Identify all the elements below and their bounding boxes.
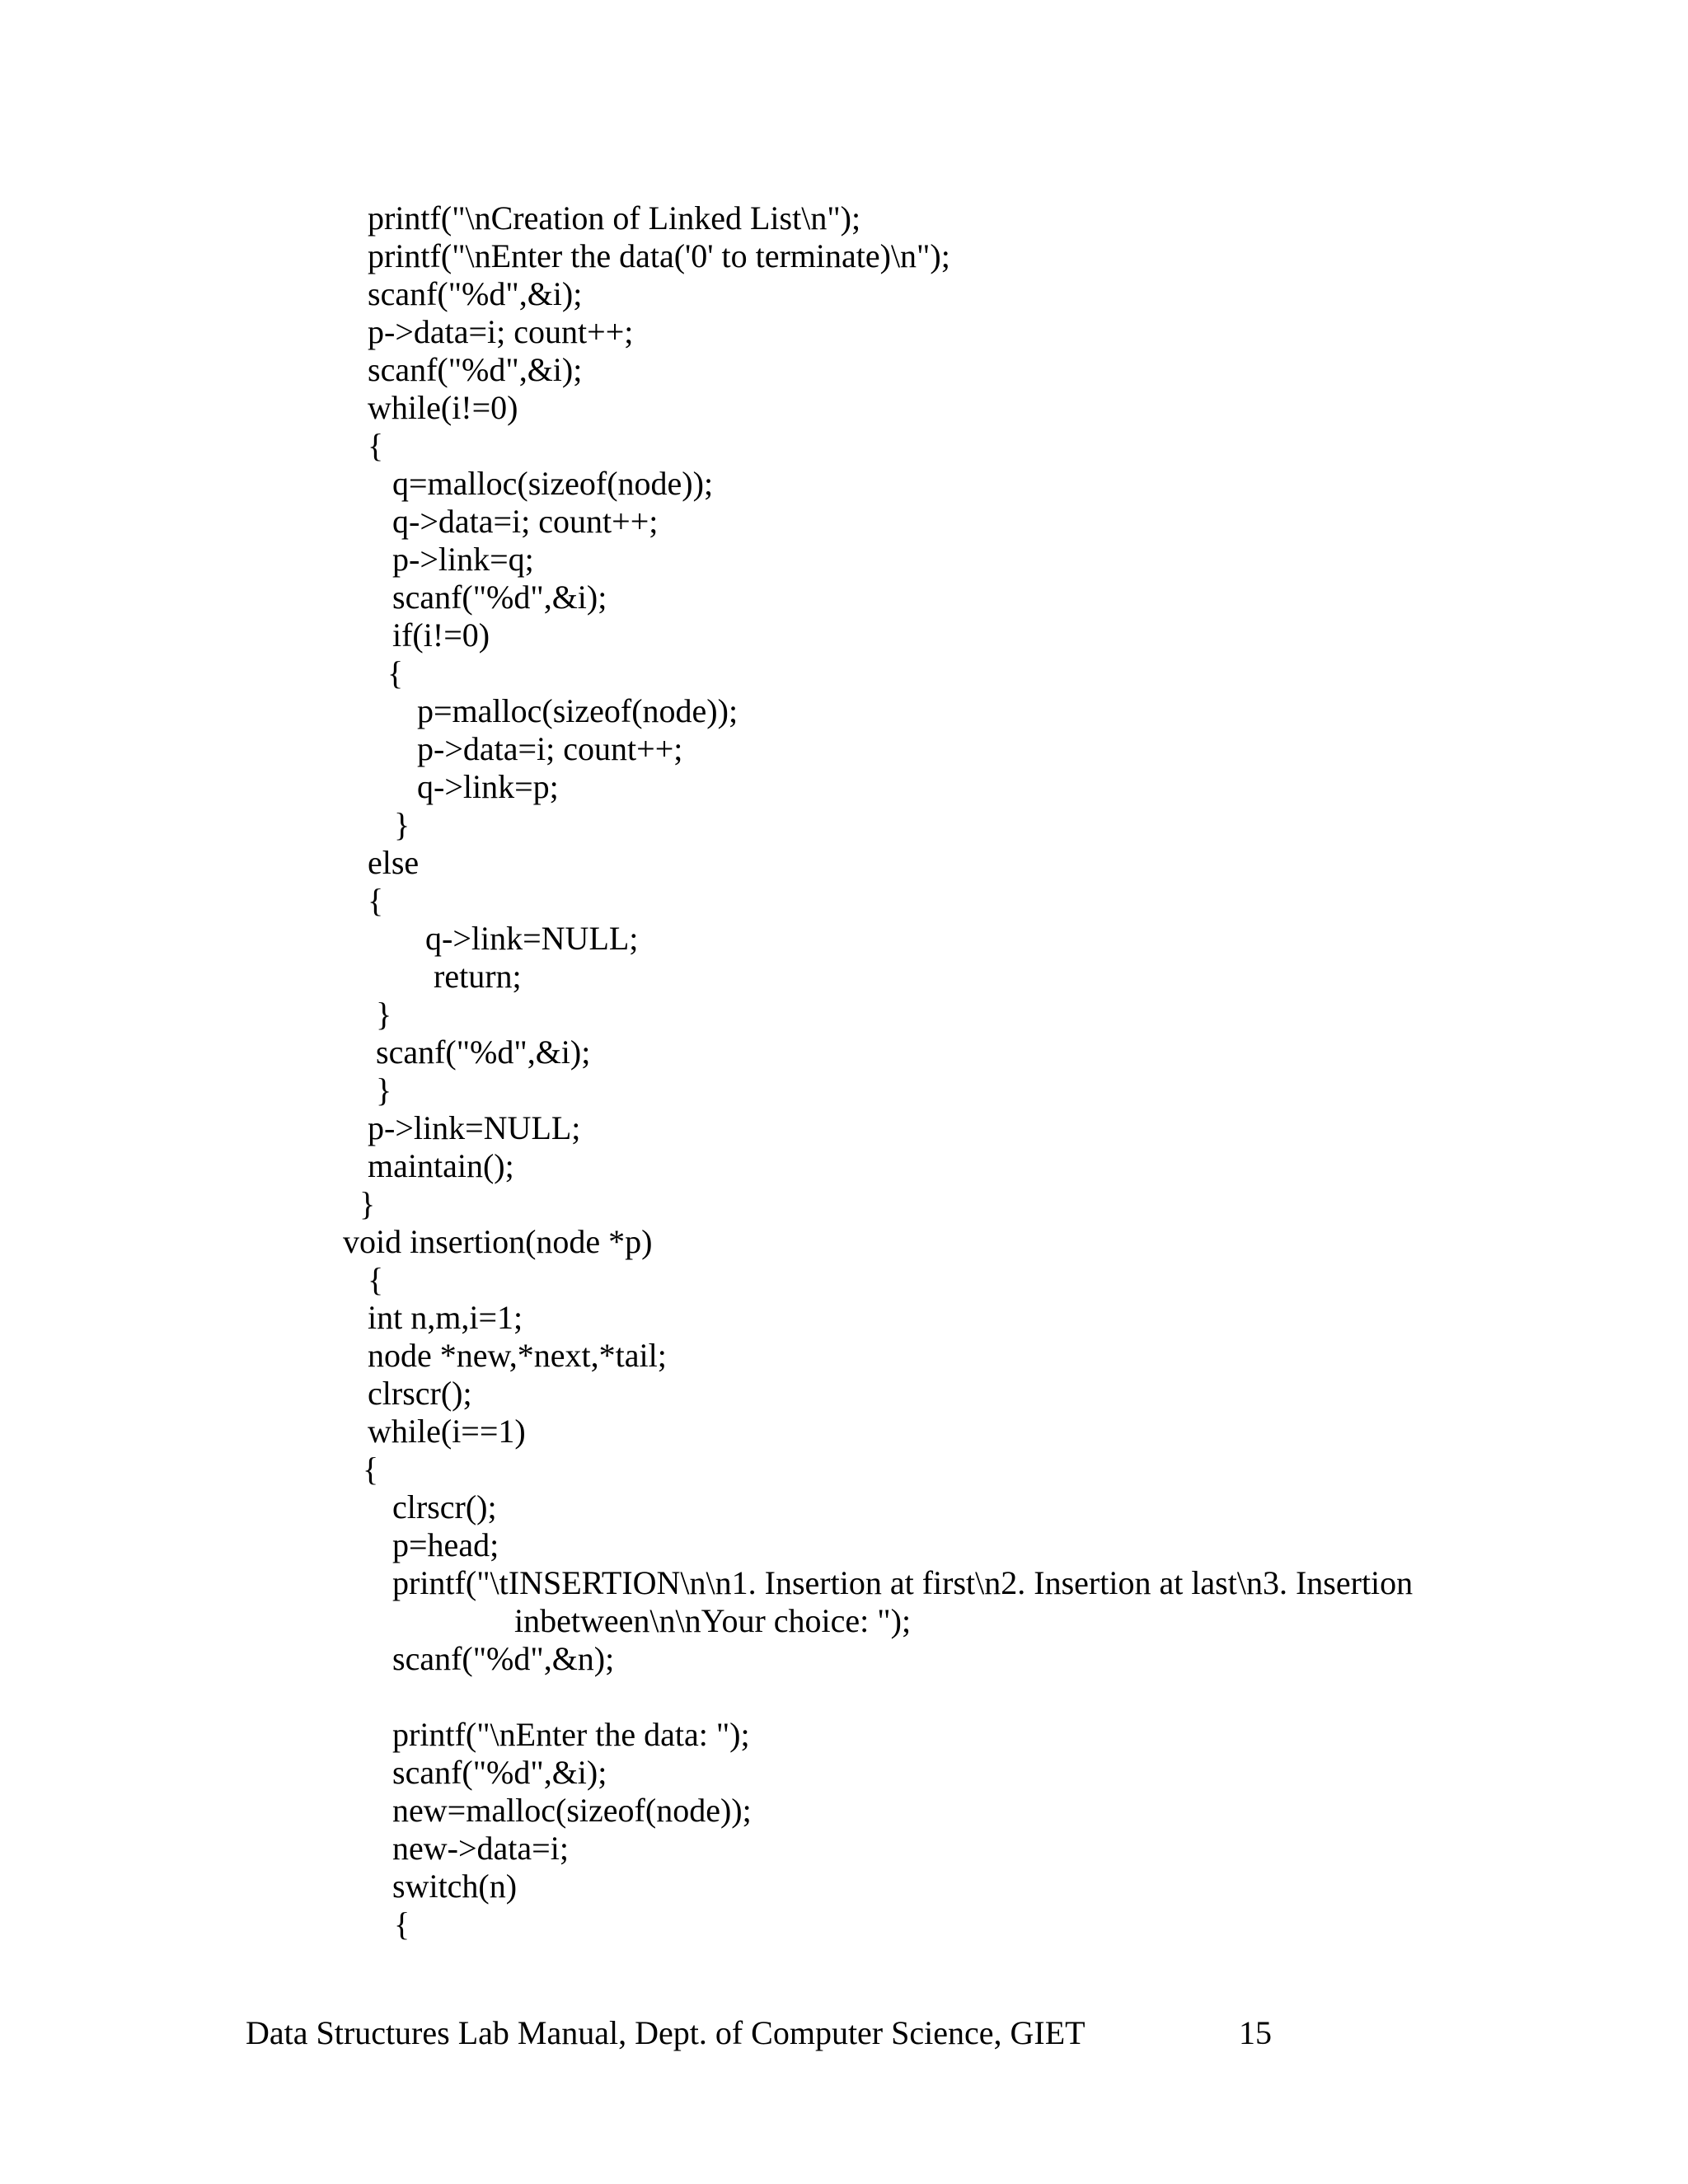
code-line: scanf("%d",&i); xyxy=(392,1754,607,1791)
code-line: maintain(); xyxy=(368,1147,514,1184)
code-line: return; xyxy=(434,958,522,995)
code-line: { xyxy=(368,1261,384,1298)
code-line: { xyxy=(363,1451,379,1488)
code-line: inbetween\n\nYour choice: "); xyxy=(514,1602,912,1639)
code-line: p=head; xyxy=(392,1526,499,1563)
code-line: p=malloc(sizeof(node)); xyxy=(417,692,738,729)
code-line: if(i!=0) xyxy=(392,616,490,654)
code-line: while(i!=0) xyxy=(368,389,518,426)
code-line: q=malloc(sizeof(node)); xyxy=(392,465,714,502)
code-line: printf("\tINSERTION\n\n1. Insertion at first\n2. Insertion at last\n3. Insertion xyxy=(392,1564,1414,1601)
footer-text: Data Structures Lab Manual, Dept. of Computer Science, GIET xyxy=(246,2014,1085,2051)
code-line: printf("\nEnter the data('0' to terminate)\n"); xyxy=(368,237,950,274)
code-line: q->link=p; xyxy=(417,768,559,805)
code-line: p->data=i; count++; xyxy=(368,313,634,350)
code-line: scanf("%d",&i); xyxy=(368,275,583,312)
code-line: clrscr(); xyxy=(368,1375,472,1412)
code-line: printf("\nEnter the data: "); xyxy=(392,1716,750,1753)
code-line: new=malloc(sizeof(node)); xyxy=(392,1792,752,1829)
code-line: while(i==1) xyxy=(368,1413,526,1450)
code-line: q->link=NULL; xyxy=(425,920,639,957)
code-line: scanf("%d",&i); xyxy=(376,1033,591,1071)
code-line: scanf("%d",&i); xyxy=(392,579,607,616)
code-line: } xyxy=(359,1185,376,1222)
page-number: 15 xyxy=(1239,2014,1272,2051)
code-line: p->data=i; count++; xyxy=(417,730,683,767)
code-line: p->link=NULL; xyxy=(368,1109,581,1146)
code-line: else xyxy=(368,844,420,881)
code-line: scanf("%d",&i); xyxy=(368,351,583,388)
code-line: p->link=q; xyxy=(392,541,534,578)
code-line: scanf("%d",&n); xyxy=(392,1640,615,1677)
code-line: void insertion(node *p) xyxy=(343,1223,653,1260)
code-line: { xyxy=(387,654,404,691)
code-line: { xyxy=(368,427,384,464)
code-line: } xyxy=(376,996,392,1033)
code-line: } xyxy=(394,806,410,843)
code-line: } xyxy=(376,1071,392,1108)
code-line: clrscr(); xyxy=(392,1488,497,1526)
code-line: node *new,*next,*tail; xyxy=(368,1337,667,1374)
code-line: { xyxy=(394,1905,410,1943)
code-line: new->data=i; xyxy=(392,1830,569,1867)
code-line: { xyxy=(368,882,384,919)
code-line: printf("\nCreation of Linked List\n"); xyxy=(368,199,861,237)
code-line: int n,m,i=1; xyxy=(368,1299,523,1336)
code-line: switch(n) xyxy=(392,1868,518,1905)
code-line: q->data=i; count++; xyxy=(392,503,659,540)
